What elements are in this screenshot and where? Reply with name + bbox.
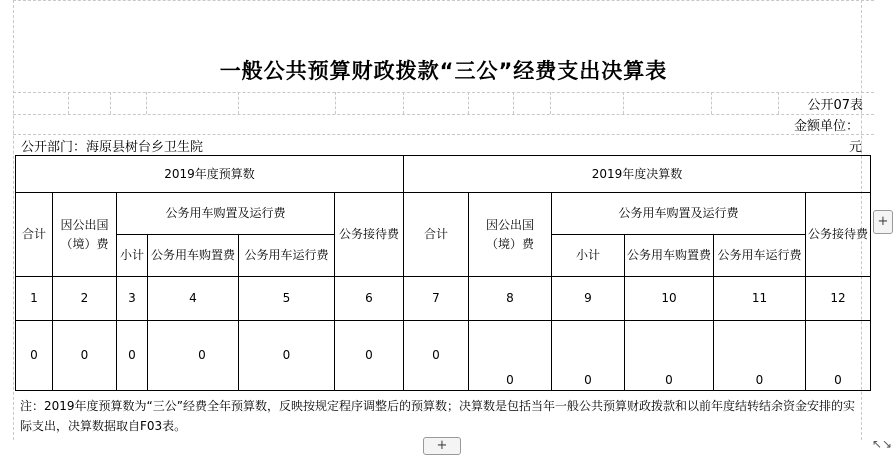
report-title: 一般公共预算财政拨款“三公”经费支出决算表 bbox=[219, 59, 668, 83]
index-cell: 9 bbox=[552, 277, 625, 321]
grid-line bbox=[13, 92, 874, 93]
final-vehicle-purchase-header: 公务用车购置费 bbox=[625, 235, 714, 277]
expand-right-button[interactable]: + bbox=[873, 210, 893, 234]
department-label: 公开部门：海原县树台乡卫生院 bbox=[21, 140, 204, 155]
index-cell: 2 bbox=[53, 277, 117, 321]
index-cell: 3 bbox=[117, 277, 148, 321]
final-vehicle-group-header: 公务用车购置及运行费 bbox=[552, 193, 806, 235]
grid-line bbox=[13, 114, 874, 115]
budget-reception-header: 公务接待费 bbox=[335, 193, 404, 277]
value-cell: 0 bbox=[806, 321, 871, 391]
value-cell: 0 bbox=[552, 321, 625, 391]
value-cell: 0 bbox=[335, 321, 404, 391]
value-cell: 0 bbox=[148, 321, 239, 391]
grid-line bbox=[468, 92, 469, 114]
grid-line bbox=[711, 92, 712, 114]
value-cell: 0 bbox=[53, 321, 117, 391]
final-group-header: 2019年度决算数 bbox=[404, 156, 871, 193]
grid-line bbox=[403, 92, 404, 114]
grid-line bbox=[110, 92, 111, 114]
value-cell: 0 bbox=[117, 321, 148, 391]
expand-bottom-button[interactable]: + bbox=[423, 437, 461, 455]
final-vehicle-operation-header: 公务用车运行费 bbox=[714, 235, 806, 277]
index-cell: 1 bbox=[16, 277, 53, 321]
grid-line bbox=[13, 0, 874, 1]
budget-vehicle-purchase-header: 公务用车购置费 bbox=[148, 235, 239, 277]
form-number: 公开07表 bbox=[807, 98, 863, 113]
budget-group-header: 2019年度预算数 bbox=[16, 156, 404, 193]
header-row bbox=[16, 193, 871, 235]
grid-line bbox=[146, 92, 147, 114]
index-row bbox=[16, 277, 871, 321]
grid-line bbox=[623, 92, 624, 114]
index-cell: 4 bbox=[148, 277, 239, 321]
expense-table bbox=[15, 155, 871, 391]
value-cell: 0 bbox=[714, 321, 806, 391]
grid-line bbox=[335, 92, 336, 114]
budget-subtotal-header: 小计 bbox=[117, 235, 148, 277]
index-cell: 5 bbox=[239, 277, 335, 321]
budget-total-header: 合计 bbox=[16, 193, 53, 277]
grid-line bbox=[13, 134, 874, 135]
grid-line bbox=[550, 92, 551, 114]
value-cell: 0 bbox=[239, 321, 335, 391]
budget-abroad-header: 因公出国（境）费 bbox=[53, 193, 117, 277]
grid-line bbox=[513, 92, 514, 114]
value-cell: 0 bbox=[404, 321, 469, 391]
unit-value: 元 bbox=[848, 140, 862, 155]
final-reception-header: 公务接待费 bbox=[806, 193, 871, 277]
value-cell: 0 bbox=[469, 321, 552, 391]
final-total-header: 合计 bbox=[404, 193, 469, 277]
index-cell: 11 bbox=[714, 277, 806, 321]
footnote: 注：2019年度预算数为“三公”经费全年预算数，反映按规定程序调整后的预算数；决算数是包括当年一般公共预算财政拨款和以前年度结转结余资金安排的实际支出，决算数据取自F03表。 bbox=[20, 399, 855, 433]
group-header-row bbox=[16, 156, 871, 193]
resize-handle-icon[interactable]: ↖↘ bbox=[872, 437, 893, 451]
index-cell: 8 bbox=[469, 277, 552, 321]
grid-line bbox=[238, 92, 239, 114]
budget-vehicle-group-header: 公务用车购置及运行费 bbox=[117, 193, 335, 235]
index-cell: 7 bbox=[404, 277, 469, 321]
value-row bbox=[16, 321, 871, 391]
final-abroad-header: 因公出国（境）费 bbox=[469, 193, 552, 277]
index-cell: 6 bbox=[335, 277, 404, 321]
value-cell: 0 bbox=[625, 321, 714, 391]
grid-line bbox=[68, 92, 69, 114]
value-cell: 0 bbox=[16, 321, 53, 391]
final-subtotal-header: 小计 bbox=[552, 235, 625, 277]
index-cell: 12 bbox=[806, 277, 871, 321]
budget-vehicle-operation-header: 公务用车运行费 bbox=[239, 235, 335, 277]
index-cell: 10 bbox=[625, 277, 714, 321]
unit-label: 金额单位： bbox=[793, 119, 859, 134]
